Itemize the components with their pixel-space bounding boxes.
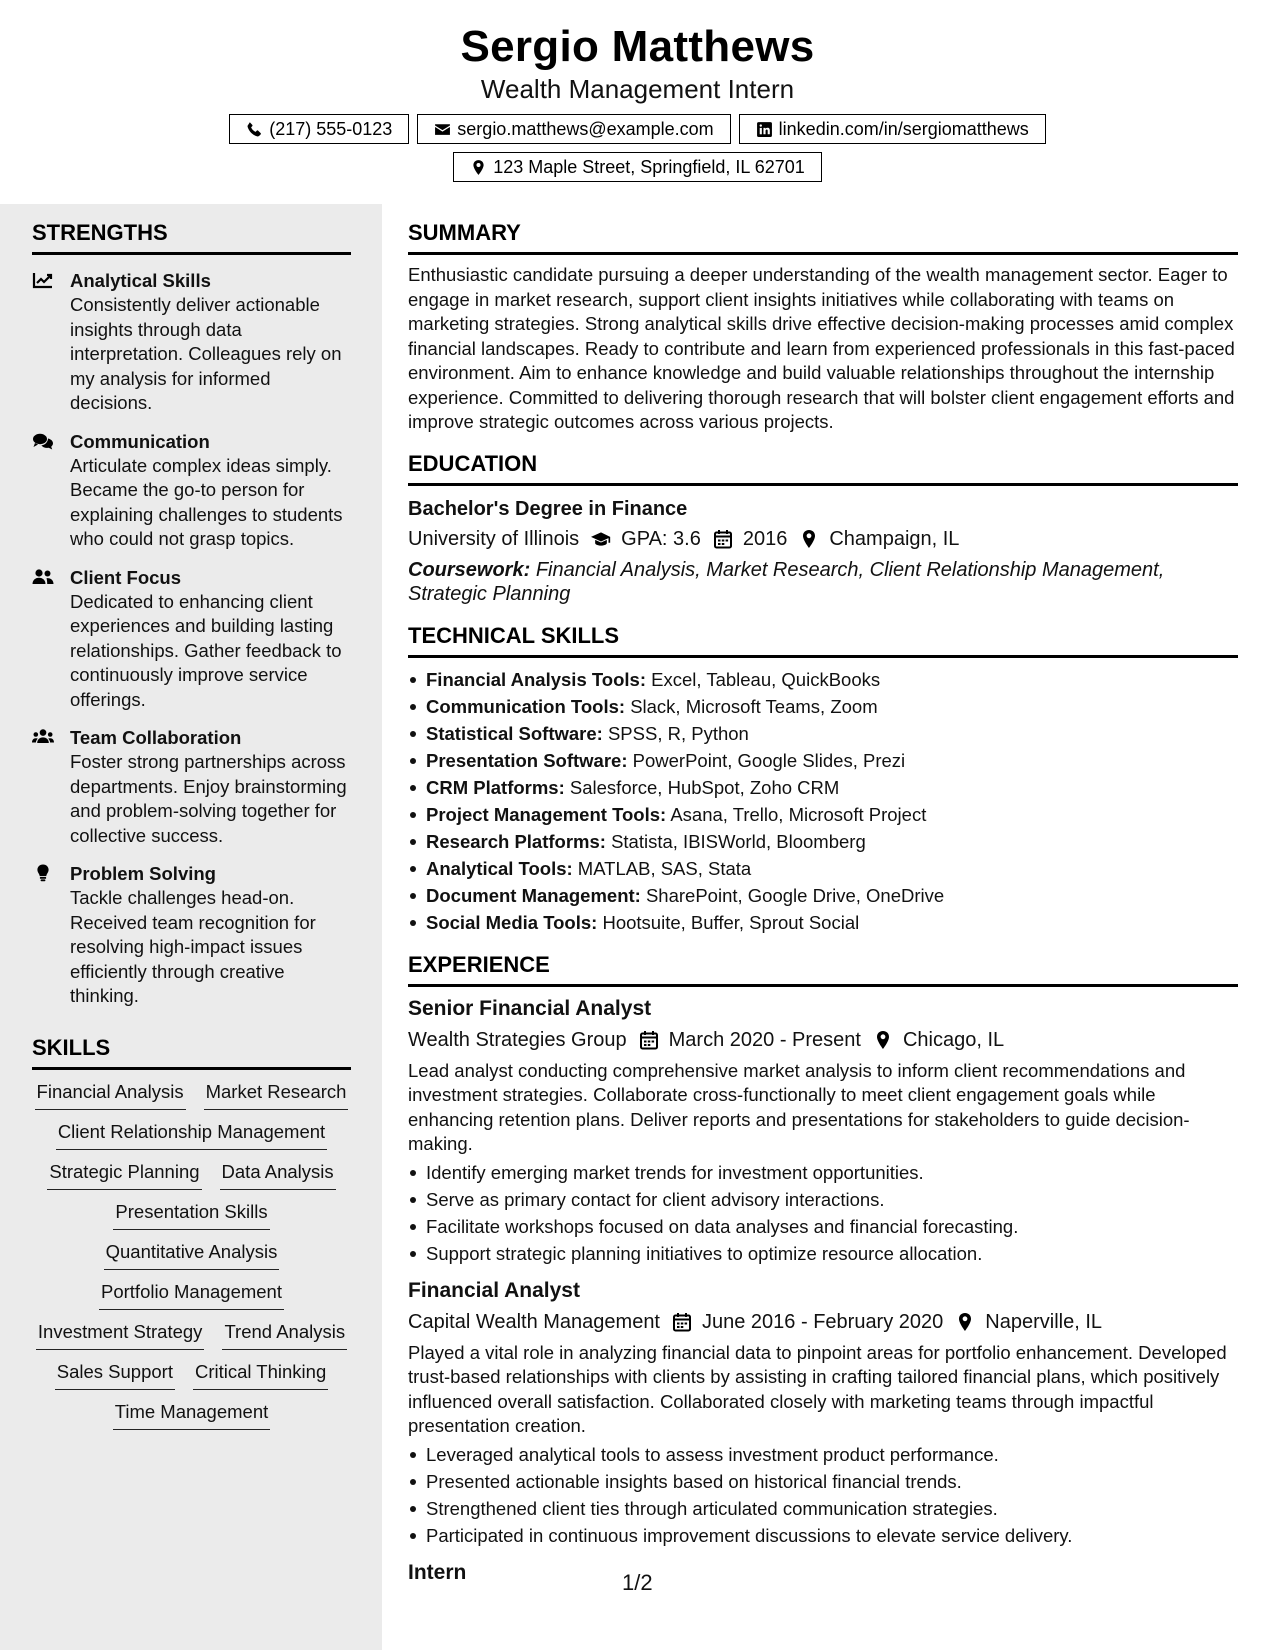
- list-item: [408, 828, 1238, 855]
- linkedin-icon: [756, 121, 773, 138]
- strength-desc: Articulate complex ideas simply. Became the go-to person for explaining challenges to students who could not grasp topics.: [70, 454, 343, 549]
- skills-list: [32, 1080, 351, 1430]
- gpa-text: GPA: 3.6: [621, 527, 701, 550]
- job-bullets: [408, 1159, 1238, 1267]
- map-pin-icon: [470, 159, 487, 176]
- job-description: Lead analyst conducting comprehensive market analysis to inform client recommendations and investment strategies. Collaborate cross-functionally to meet client engagement goals while enhancing retention plans. Deliver reports and presentations for stakeholders to guide decision-making.: [408, 1059, 1190, 1154]
- skill-tag: Market Research: [204, 1080, 349, 1110]
- strength-title: Problem Solving: [70, 863, 216, 884]
- phone-contact[interactable]: [229, 114, 409, 144]
- tech-skill-label: Statistical Software:: [426, 722, 603, 744]
- lightbulb-icon: [32, 864, 54, 882]
- graduation-cap-icon: [591, 529, 611, 549]
- job-description: Played a vital role in analyzing financial data to pinpoint areas for portfolio enhancement. Developed trust-based relationships with clients by assisting in crafting tailored financial plans, which positively influenced overall satisfaction. Collaborated closely with marketing teams through impactful presentation creation.: [408, 1341, 1227, 1436]
- skill-tag: Financial Analysis: [35, 1080, 186, 1110]
- strength-desc: Foster strong partnerships across departments. Enjoy brainstorming and problem-solving together for collective success.: [70, 751, 347, 846]
- map-pin-icon: [955, 1312, 975, 1332]
- coursework-list: Financial Analysis, Market Research, Client Relationship Management, Strategic Planning: [408, 558, 1165, 605]
- list-item: Presented actionable insights based on historical financial trends.: [408, 1468, 1238, 1495]
- strength-title: Communication: [70, 430, 210, 452]
- main-column: [408, 204, 1238, 1587]
- address-text: 123 Maple Street, Springfield, IL 62701: [493, 156, 805, 177]
- skill-tag: Client Relationship Management: [56, 1120, 327, 1150]
- list-item: Strengthened client ties through articulated communication strategies.: [408, 1495, 1238, 1522]
- tech-skill-value: SharePoint, Google Drive, OneDrive: [645, 884, 945, 906]
- tech-skill-label: Research Platforms:: [426, 830, 606, 852]
- calendar-icon: [713, 529, 733, 549]
- job-title: Financial Analyst: [408, 1278, 580, 1302]
- experience-heading: EXPERIENCE: [408, 952, 1238, 987]
- tech-skill-label: Project Management Tools:: [426, 803, 667, 825]
- job-meta: [408, 1307, 1238, 1337]
- list-item: [408, 747, 1238, 774]
- list-item: Support strategic planning initiatives to optimize resource allocation.: [408, 1240, 1238, 1267]
- job-dates: March 2020 - Present: [668, 1028, 861, 1051]
- tech-skill-value: Salesforce, HubSpot, Zoho CRM: [569, 776, 840, 798]
- strength-desc: Tackle challenges head-on. Received team recognition for resolving high-impact issues efficiently through creative thinking.: [70, 887, 316, 1006]
- candidate-name: Sergio Matthews: [460, 22, 815, 71]
- skill-tag: Time Management: [113, 1400, 271, 1430]
- tech-skill-label: Analytical Tools:: [426, 857, 573, 879]
- calendar-icon: [672, 1312, 692, 1332]
- skill-tag: Presentation Skills: [113, 1200, 269, 1230]
- list-item: [408, 693, 1238, 720]
- phone-icon: [246, 121, 263, 138]
- skills-heading: SKILLS: [32, 1035, 351, 1070]
- job-title: Intern: [408, 1560, 467, 1584]
- job-location: Naperville, IL: [985, 1310, 1102, 1333]
- education-meta: [408, 524, 1238, 554]
- sidebar: [0, 204, 382, 1650]
- contact-row: [0, 114, 1275, 144]
- education-heading: EDUCATION: [408, 451, 1238, 486]
- list-item: Identify emerging market trends for investment opportunities.: [408, 1159, 1238, 1186]
- skill-tag: Investment Strategy: [36, 1320, 205, 1350]
- tech-skill-label: Financial Analysis Tools:: [426, 668, 646, 690]
- strength-item: [32, 726, 351, 848]
- skill-tag: Portfolio Management: [99, 1280, 284, 1310]
- tech-skill-value: MATLAB, SAS, Stata: [577, 857, 752, 879]
- job-meta: [408, 1025, 1238, 1055]
- skill-tag: Sales Support: [55, 1360, 175, 1390]
- list-item: [408, 720, 1238, 747]
- summary-heading: SUMMARY: [408, 220, 1238, 255]
- graduation-year: 2016: [742, 527, 788, 550]
- skill-tag: Data Analysis: [220, 1160, 336, 1190]
- strength-title: Analytical Skills: [70, 270, 211, 291]
- chart-line-icon: [32, 271, 54, 289]
- tech-skill-value: Slack, Microsoft Teams, Zoom: [630, 695, 878, 717]
- list-item: [408, 909, 1238, 936]
- strength-item: [32, 430, 351, 552]
- strength-item: [32, 862, 351, 1009]
- tech-skill-value: Excel, Tableau, QuickBooks: [651, 668, 881, 690]
- skill-tag: Critical Thinking: [193, 1360, 328, 1390]
- school-name: University of Illinois: [408, 527, 580, 550]
- strength-title: Team Collaboration: [70, 727, 242, 748]
- job-bullets: [408, 1441, 1238, 1549]
- list-item: [408, 801, 1238, 828]
- tech-skill-value: Asana, Trello, Microsoft Project: [670, 803, 927, 825]
- email-text: sergio.matthews@example.com: [457, 118, 714, 139]
- list-item: Facilitate workshops focused on data analyses and financial forecasting.: [408, 1213, 1238, 1240]
- list-item: [408, 855, 1238, 882]
- strength-desc: Consistently deliver actionable insights through data interpretation. Colleagues rely on my analysis for informed decisions.: [70, 294, 342, 413]
- technical-skills-list: [408, 666, 1238, 936]
- tech-skill-label: Presentation Software:: [426, 749, 628, 771]
- contact-row-address: [0, 152, 1275, 182]
- skill-tag: Strategic Planning: [47, 1160, 201, 1190]
- job-location: Chicago, IL: [902, 1028, 1005, 1051]
- coursework: [408, 558, 1238, 607]
- strength-desc: Dedicated to enhancing client experiences and building lasting relationships. Gather feedback to continuously improve service offerings.: [70, 590, 342, 710]
- list-item: [408, 774, 1238, 801]
- tech-skill-value: Hootsuite, Buffer, Sprout Social: [602, 911, 860, 933]
- summary-text: Enthusiastic candidate pursuing a deeper understanding of the wealth management sector. Eager to engage in market research, support client insights initiatives while collaborating with teams on marketing strategies. Strong analytical skills drive effective decision-making processes amid complex financial landscapes. Ready to contribute and learn from experienced professionals in this fast-paced environment. Aim to enhance knowledge and build valuable relationships throughout the internship experience. Committed to delivering thorough research that will bolster client engagement efforts and improve strategic outcomes across various projects.: [408, 264, 1235, 432]
- degree-title: Bachelor's Degree in Finance: [408, 497, 688, 520]
- calendar-icon: [639, 1030, 659, 1050]
- list-item: [408, 666, 1238, 693]
- map-pin-icon: [873, 1030, 893, 1050]
- linkedin-contact[interactable]: [739, 114, 1046, 144]
- tech-skill-value: PowerPoint, Google Slides, Prezi: [632, 749, 906, 771]
- linkedin-text: linkedin.com/in/sergiomatthews: [778, 118, 1029, 139]
- comments-icon: [32, 432, 54, 450]
- candidate-role: Wealth Management Intern: [480, 74, 795, 104]
- tech-skill-label: Social Media Tools:: [426, 911, 598, 933]
- tech-skill-value: SPSS, R, Python: [607, 722, 749, 744]
- skill-tag: Trend Analysis: [222, 1320, 347, 1350]
- list-item: [408, 882, 1238, 909]
- strength-title: Client Focus: [70, 566, 182, 588]
- user-group-icon: [32, 568, 54, 586]
- list-item: Leveraged analytical tools to assess investment product performance.: [408, 1441, 1238, 1468]
- strength-item: [32, 269, 351, 416]
- strength-item: [32, 566, 351, 713]
- coursework-label: Coursework:: [408, 558, 531, 581]
- company-name: Capital Wealth Management: [408, 1310, 660, 1333]
- tech-skill-label: CRM Platforms:: [426, 776, 565, 798]
- school-location: Champaign, IL: [829, 527, 960, 550]
- envelope-icon: [434, 121, 451, 138]
- page-number: 1/2: [622, 1570, 653, 1595]
- list-item: Participated in continuous improvement discussions to elevate service delivery.: [408, 1522, 1238, 1549]
- job-dates: June 2016 - February 2020: [702, 1310, 944, 1333]
- skill-tag: Quantitative Analysis: [104, 1240, 280, 1270]
- job-title: Senior Financial Analyst: [408, 996, 652, 1020]
- email-contact[interactable]: [417, 114, 730, 144]
- map-pin-icon: [799, 529, 819, 549]
- users-icon: [32, 728, 54, 746]
- address-contact[interactable]: [453, 152, 822, 182]
- company-name: Wealth Strategies Group: [408, 1028, 627, 1051]
- strengths-heading: STRENGTHS: [32, 220, 351, 255]
- tech-skill-value: Statista, IBISWorld, Bloomberg: [611, 830, 866, 852]
- phone-text: (217) 555-0123: [269, 118, 393, 139]
- tech-skill-label: Document Management:: [426, 884, 641, 906]
- tech-skill-label: Communication Tools:: [426, 695, 626, 717]
- list-item: Serve as primary contact for client advisory interactions.: [408, 1186, 1238, 1213]
- technical-skills-heading: TECHNICAL SKILLS: [408, 623, 1238, 658]
